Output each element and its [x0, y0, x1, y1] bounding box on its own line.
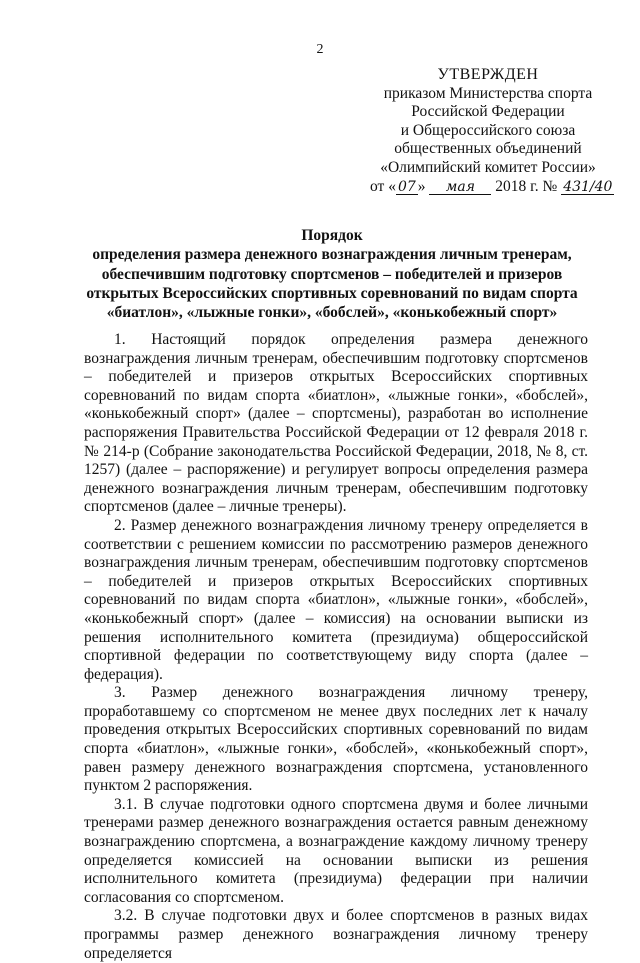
- paragraph: 3.2. В случае подготовки двух и более спортсменов в разных видах программы размер денежного вознаграждения личному тренеру определяется: [84, 907, 588, 962]
- paragraph: 3.1. В случае подготовки одного спортсмена двумя и более личными тренерами размер денежного вознаграждения остается равным денежному вознаграждению спортсмена, а вознаграждение каждому личному тренеру определяется комиссией на основании выписки из решения исполнительного комитета (президиума) федерации при наличии согласования со спортсменом.: [84, 795, 588, 906]
- title-heading: Порядок: [301, 227, 363, 244]
- document-title: [84, 226, 580, 322]
- paragraph: 1. Настоящий порядок определения размера денежного вознаграждения личным тренерам, обеспечившим подготовку спортсменов – победителей и призеров открытых Всероссийских спортивных соревнований по видам спорта «биатлон», «лыжные гонки», «бобслей», «конькобежный спорт» (далее – спортсмены), разработан во исполнение распоряжения Правительства Российской Федерации от 12 февраля 2018 г. № 214-р (Собрание законодательства Российской Федерации, 2018, № 8, ст. 1257) (далее – распоряжение) и регулирует вопросы определения размера денежного вознаграждения личным тренерам, обеспечившим подготовку спортсменов (далее – личные тренеры).: [84, 331, 588, 516]
- handwritten-day: 07: [397, 178, 416, 195]
- approval-line: Российской Федерации: [411, 103, 565, 121]
- title-subtitle: определения размера денежного вознаграждения личным тренерам, обеспечившим подготовку спортсменов – победителей и призеров открытых Всероссийских спортивных соревнований по видам спорта «биатлон», «лыжные гонки», «бобслей», «конькобежный спорт»: [86, 246, 578, 322]
- page-number: 2: [316, 42, 324, 57]
- approval-heading: УТВЕРЖДЕН: [437, 66, 539, 83]
- handwritten-month: мая: [429, 180, 491, 195]
- approval-line: и Общероссийского союза: [400, 121, 576, 139]
- approval-date-line: [370, 177, 613, 197]
- approval-line: «Олимпийский комитет России»: [380, 158, 596, 176]
- approval-line: общественных объединений: [394, 140, 582, 158]
- date-prefix: от «: [370, 177, 396, 195]
- approval-line: приказом Министерства спорта: [383, 84, 593, 102]
- date-year: 2018 г. №: [495, 177, 558, 195]
- date-mid: »: [417, 177, 426, 195]
- paragraph: 3. Размер денежного вознаграждения личному тренеру, проработавшему со спортсменом не менее двух последних лет к началу проведения открытых Всероссийских спортивных соревнований по видам спорта «биатлон», «лыжные гонки», «бобслей», «конькобежный спорт», равен размеру денежного вознаграждения спортсмена, установленного пунктом 2 распоряжения.: [84, 684, 588, 795]
- document-body: [84, 331, 588, 963]
- handwritten-number: 431/40: [563, 178, 613, 195]
- approval-block: [370, 66, 613, 196]
- paragraph: 2. Размер денежного вознаграждения личному тренеру определяется в соответствии с решением комиссии по рассмотрению размеров денежного вознаграждения личным тренерам, обеспечившим подготовку спортсменов – победителей и призеров открытых Всероссийских спортивных соревнований по видам спорта «биатлон», «лыжные гонки», «бобслей», «конькобежный спорт» (далее – комиссия) на основании выписки из решения исполнительного комитета (президиума) общероссийской спортивной федерации по соответствующему виду спорта (далее – федерация).: [84, 516, 588, 683]
